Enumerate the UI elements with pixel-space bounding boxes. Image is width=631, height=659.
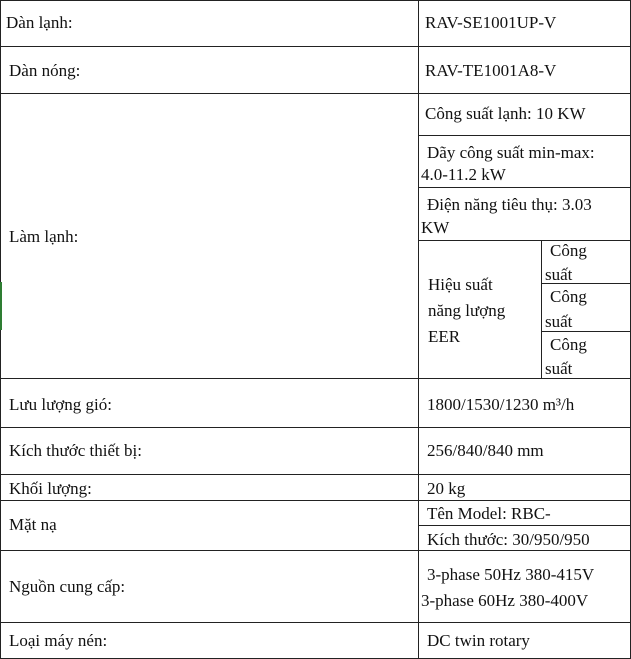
label-outdoor-unit: Dàn nóng: <box>9 61 81 80</box>
value-compressor: DC twin rotary <box>427 631 530 650</box>
row-divider <box>0 427 631 428</box>
row-divider <box>0 622 631 623</box>
eer-cell-line2: suất <box>545 312 573 331</box>
edge-marker <box>0 282 2 330</box>
eer-cell-line2: suất <box>545 265 573 284</box>
value-capacity-range-line1: Dãy công suất min-max: <box>427 143 595 162</box>
table-border-top <box>0 0 631 1</box>
eer-cell-line1: Công <box>550 287 587 306</box>
row-divider <box>0 93 631 94</box>
label-cooling: Làm lạnh: <box>9 227 79 246</box>
label-dimensions: Kích thước thiết bị: <box>9 441 142 460</box>
value-capacity-range-line2: 4.0-11.2 kW <box>421 165 506 184</box>
value-indoor-unit: RAV-SE1001UP-V <box>425 13 557 32</box>
value-dimensions: 256/840/840 mm <box>427 441 544 460</box>
label-compressor: Loại máy nén: <box>9 631 108 650</box>
row-divider <box>0 378 631 379</box>
row-divider <box>0 46 631 47</box>
eer-cell-line1: Công <box>550 241 587 260</box>
label-eer-line2: năng lượng <box>428 301 506 320</box>
eer-cell-line2: suất <box>545 359 573 378</box>
value-airflow: 1800/1530/1230 m³/h <box>427 395 575 414</box>
cell-divider <box>418 135 631 136</box>
label-panel: Mặt nạ <box>9 515 57 534</box>
value-power-input-line2: KW <box>421 218 450 237</box>
column-divider <box>418 0 419 659</box>
value-panel-size: Kích thước: 30/950/950 <box>427 530 590 549</box>
value-power-supply-line1: 3-phase 50Hz 380-415V <box>427 565 595 584</box>
value-panel-model: Tên Model: RBC- <box>427 504 551 523</box>
label-airflow: Lưu lượng gió: <box>9 395 112 414</box>
label-eer-line3: EER <box>428 327 461 346</box>
label-power-supply: Nguồn cung cấp: <box>9 577 126 596</box>
value-outdoor-unit: RAV-TE1001A8-V <box>425 61 557 80</box>
eer-cell-line1: Công <box>550 335 587 354</box>
value-cooling-capacity: Công suất lạnh: 10 KW <box>425 104 586 123</box>
label-eer-line1: Hiệu suất <box>428 275 493 294</box>
value-weight: 20 kg <box>427 479 466 498</box>
column-divider <box>541 240 542 378</box>
label-weight: Khối lượng: <box>9 479 92 498</box>
value-power-input-line1: Điện năng tiêu thụ: 3.03 <box>427 195 592 214</box>
row-divider <box>0 474 631 475</box>
label-indoor-unit: Dàn lạnh: <box>6 13 73 32</box>
value-power-supply-line2: 3-phase 60Hz 380-400V <box>421 591 589 610</box>
cell-divider <box>418 240 631 241</box>
